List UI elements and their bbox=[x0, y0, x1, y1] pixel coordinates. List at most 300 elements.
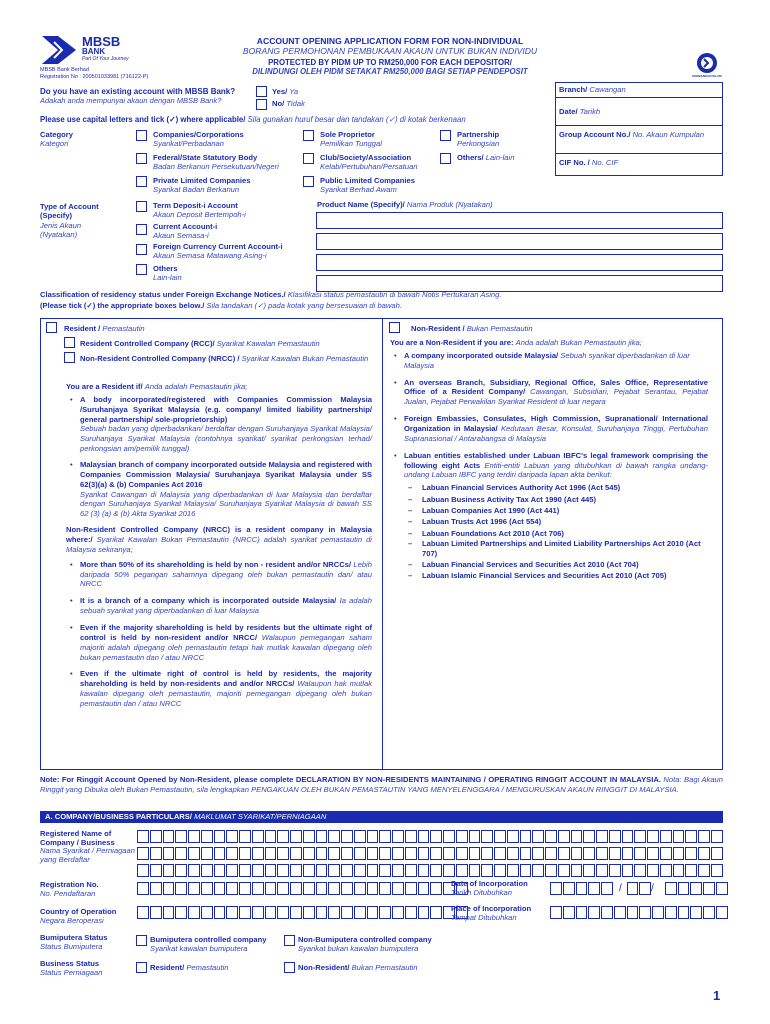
pidm-logo bbox=[692, 52, 722, 82]
char-cell[interactable] bbox=[550, 882, 562, 895]
nonresident-if: You are a Non-Resident if you are: Anda adalah Bukan Pemastautin jika; bbox=[390, 338, 642, 347]
char-cell[interactable] bbox=[188, 830, 200, 843]
date-incorporation-cells[interactable] bbox=[550, 882, 729, 895]
char-cell[interactable] bbox=[494, 830, 506, 843]
char-cell[interactable] bbox=[201, 882, 213, 895]
nrcc-criterion-3: • Even if the majority shareholding is held by residents but the ultimate right of control is held by non-resident and/or NRCC/ Walaupun pemegangan saham majoriti adalah dipegang oleh pemastautin tetapi hak mutlak kawalan dipegang oleh bukan pemastautin dan / atau NRCC bbox=[80, 623, 372, 662]
char-cell[interactable] bbox=[188, 847, 200, 860]
char-cell[interactable] bbox=[201, 864, 213, 877]
char-cell[interactable] bbox=[405, 906, 417, 919]
non-bumi-controlled-checkbox[interactable] bbox=[284, 935, 295, 946]
char-cell[interactable] bbox=[328, 847, 340, 860]
char-cell[interactable] bbox=[558, 847, 570, 860]
char-cell[interactable] bbox=[456, 847, 468, 860]
char-cell[interactable] bbox=[685, 864, 697, 877]
char-cell[interactable] bbox=[405, 847, 417, 860]
char-cell[interactable] bbox=[367, 830, 379, 843]
char-cell[interactable] bbox=[520, 830, 532, 843]
nonresident-criterion-3: • Foreign Embassies, Consulates, High Commission, Supranational/ International Organization in Malaysia/ Kedutaan Besar, Konsulat, Suruhanjaya Tinggi, Pertubuhan Supranasional / Antarabangsa di Malaysia bbox=[404, 414, 708, 444]
char-cell[interactable] bbox=[290, 864, 302, 877]
char-cell[interactable] bbox=[545, 847, 557, 860]
char-cell[interactable] bbox=[558, 830, 570, 843]
char-cell[interactable] bbox=[532, 830, 544, 843]
char-cell[interactable] bbox=[150, 847, 162, 860]
place-incorporation-cells[interactable] bbox=[550, 906, 729, 919]
bumi-controlled-label: Bumiputera controlled company Syarikat kawalan bumiputera bbox=[150, 935, 267, 953]
rcc-checkbox[interactable] bbox=[64, 337, 75, 348]
char-cell[interactable] bbox=[588, 882, 600, 895]
title-my: BORANG PERMOHONAN PEMBUKAAN AKAUN UNTUK BUKAN INDIVIDU bbox=[242, 46, 538, 56]
char-cell[interactable] bbox=[690, 906, 702, 919]
non-bumi-controlled-label: Non-Bumiputera controlled company Syarikat bukan kawalan bumiputera bbox=[298, 935, 432, 953]
char-cell[interactable] bbox=[660, 830, 672, 843]
char-cell[interactable] bbox=[545, 830, 557, 843]
char-cell[interactable] bbox=[265, 882, 277, 895]
char-cell[interactable] bbox=[596, 830, 608, 843]
char-cell[interactable] bbox=[163, 882, 175, 895]
char-cell[interactable] bbox=[698, 864, 710, 877]
char-cell[interactable] bbox=[316, 882, 328, 895]
char-cell[interactable] bbox=[252, 830, 264, 843]
existing-no-label: No/ Tidak bbox=[272, 99, 305, 108]
char-cell[interactable] bbox=[341, 847, 353, 860]
char-cell[interactable] bbox=[214, 882, 226, 895]
char-cell[interactable] bbox=[188, 882, 200, 895]
char-cell[interactable] bbox=[175, 906, 187, 919]
char-cell[interactable] bbox=[405, 882, 417, 895]
char-cell[interactable] bbox=[290, 882, 302, 895]
char-cell[interactable] bbox=[379, 864, 391, 877]
char-cell[interactable] bbox=[405, 830, 417, 843]
char-cell[interactable] bbox=[622, 847, 634, 860]
nonresident-criterion-4: • Labuan entities established under Labuan IBFC's legal framework comprising the following eight Acts Entiti-entiti Labuan yang ditubuhkan di bawah rangka undang-undang Labuan IBFC yang terdiri daripada lapan akta berikut: bbox=[404, 451, 708, 481]
char-cell[interactable] bbox=[563, 906, 575, 919]
char-cell[interactable] bbox=[652, 906, 664, 919]
branch-label: Branch/ Cawangan bbox=[559, 85, 626, 94]
char-cell[interactable] bbox=[520, 864, 532, 877]
char-cell[interactable] bbox=[469, 830, 481, 843]
nonresident-criteria bbox=[390, 338, 708, 582]
category-others-checkbox[interactable] bbox=[440, 153, 451, 164]
char-cell[interactable] bbox=[150, 864, 162, 877]
char-cell[interactable] bbox=[226, 830, 238, 843]
char-cell[interactable] bbox=[265, 864, 277, 877]
char-cell[interactable] bbox=[571, 830, 583, 843]
char-cell[interactable] bbox=[392, 847, 404, 860]
business-status-label: Business Status Status Perniagaan bbox=[40, 959, 103, 977]
char-cell[interactable] bbox=[588, 906, 600, 919]
labuan-act-6: – Labuan Limited Partnerships and Limited Liability Partnerships Act 2010 (Act 707) bbox=[422, 539, 708, 559]
char-cell[interactable] bbox=[494, 847, 506, 860]
char-cell[interactable] bbox=[379, 847, 391, 860]
char-cell[interactable] bbox=[226, 906, 238, 919]
char-cell[interactable] bbox=[367, 847, 379, 860]
char-cell[interactable] bbox=[583, 864, 595, 877]
char-cell[interactable] bbox=[163, 830, 175, 843]
account-term-deposit-checkbox[interactable] bbox=[136, 201, 147, 212]
labuan-act-3: – Labuan Companies Act 1990 (Act 441) bbox=[422, 505, 708, 516]
char-cell[interactable] bbox=[265, 847, 277, 860]
char-cell[interactable] bbox=[137, 830, 149, 843]
nrcc-checkbox[interactable] bbox=[64, 352, 75, 363]
char-cell[interactable] bbox=[265, 906, 277, 919]
char-cell[interactable] bbox=[316, 864, 328, 877]
char-cell[interactable] bbox=[430, 864, 442, 877]
char-cell[interactable] bbox=[392, 906, 404, 919]
char-cell[interactable] bbox=[316, 830, 328, 843]
category-club-checkbox[interactable] bbox=[303, 153, 314, 164]
title-en: ACCOUNT OPENING APPLICATION FORM FOR NON-INDIVIDUAL bbox=[256, 36, 524, 46]
char-cell[interactable] bbox=[545, 864, 557, 877]
char-cell[interactable] bbox=[711, 864, 723, 877]
char-cell[interactable] bbox=[716, 882, 728, 895]
char-cell[interactable] bbox=[239, 847, 251, 860]
char-cell[interactable] bbox=[367, 906, 379, 919]
char-cell[interactable] bbox=[469, 864, 481, 877]
char-cell[interactable] bbox=[418, 882, 430, 895]
char-cell[interactable] bbox=[328, 864, 340, 877]
char-cell[interactable] bbox=[392, 864, 404, 877]
labuan-act-2: – Labuan Business Activity Tax Act 1990 (Act 445) bbox=[422, 494, 708, 505]
category-companies-checkbox[interactable] bbox=[136, 130, 147, 141]
account-fcy-checkbox[interactable] bbox=[136, 244, 147, 255]
existing-yes-label: Yes/ Ya bbox=[272, 87, 299, 96]
char-cell[interactable] bbox=[316, 847, 328, 860]
char-cell[interactable] bbox=[711, 847, 723, 860]
char-cell[interactable] bbox=[150, 882, 162, 895]
char-cell[interactable] bbox=[665, 882, 677, 895]
char-cell[interactable] bbox=[316, 906, 328, 919]
char-cell[interactable] bbox=[507, 847, 519, 860]
char-cell[interactable] bbox=[367, 864, 379, 877]
char-cell[interactable] bbox=[303, 847, 315, 860]
char-cell[interactable] bbox=[703, 906, 715, 919]
char-cell[interactable] bbox=[354, 847, 366, 860]
char-cell[interactable] bbox=[609, 830, 621, 843]
char-cell[interactable] bbox=[430, 906, 442, 919]
category-sole-label: Sole Proprietor Pemilikan Tunggal bbox=[320, 130, 382, 148]
char-cell[interactable] bbox=[252, 882, 264, 895]
char-cell[interactable] bbox=[665, 906, 677, 919]
instruction: Please use capital letters and tick (✓) where applicable/ Sila gunakan huruf besar dan tandakan (✓) di kotak berkenaan bbox=[40, 115, 466, 124]
char-cell[interactable] bbox=[277, 847, 289, 860]
registered-name-cells-1[interactable] bbox=[137, 830, 724, 843]
cif-label: CIF No. / No. CIF bbox=[559, 158, 619, 167]
residency-heading: Classification of residency status under Foreign Exchange Notices./ Klasifikasi status pemastautin di bawah Notis Pertukaran Asing. (Please tick (✓) the appropriate boxes below./ Sila tandakan (✓) pada kotak yang bersesuaian di bawah. bbox=[40, 290, 502, 310]
business-resident-label: Resident/ Pemastautin bbox=[150, 963, 229, 972]
char-cell[interactable] bbox=[137, 847, 149, 860]
char-cell[interactable] bbox=[188, 864, 200, 877]
resident-criterion-1: • A body incorporated/registered with Companies Commission Malaysia /Suruhanjaya Syarikat Malaysia (e.g. company/ limited liability partnership/ general partnership/ sole-proprietorship) Sebuah badan yang diperbadankan/ berdaftar dengan Suruhanjaya Syarikat Malaysia/ Suruhanjaya Syarikat Malaysia (contohnya syarikat/ syarikat perkongsian terhad/ perkongsian am/pemilik tunggal) bbox=[80, 395, 372, 454]
registered-name-cells-2[interactable] bbox=[137, 847, 724, 860]
char-cell[interactable] bbox=[481, 864, 493, 877]
char-cell[interactable] bbox=[354, 864, 366, 877]
char-cell[interactable] bbox=[634, 847, 646, 860]
char-cell[interactable] bbox=[622, 864, 634, 877]
business-resident-checkbox[interactable] bbox=[136, 962, 147, 973]
char-cell[interactable] bbox=[583, 847, 595, 860]
char-cell[interactable] bbox=[685, 830, 697, 843]
pidm-logo-text: PERBANKAN ISLAM bbox=[692, 74, 722, 78]
char-cell[interactable] bbox=[520, 847, 532, 860]
char-cell[interactable] bbox=[277, 830, 289, 843]
char-cell[interactable] bbox=[379, 906, 391, 919]
char-cell[interactable] bbox=[137, 906, 149, 919]
existing-no-checkbox[interactable] bbox=[256, 99, 267, 110]
char-cell[interactable] bbox=[647, 830, 659, 843]
date-label: Date/ Tarikh bbox=[559, 107, 601, 116]
char-cell[interactable] bbox=[678, 882, 690, 895]
char-cell[interactable] bbox=[137, 882, 149, 895]
char-cell[interactable] bbox=[405, 864, 417, 877]
char-cell[interactable] bbox=[175, 864, 187, 877]
char-cell[interactable] bbox=[392, 882, 404, 895]
char-cell[interactable] bbox=[328, 882, 340, 895]
nrcc-criterion-4: • Even if the ultimate right of control is held by residents, the majority shareholding is held by non-residents and and/or NRCCs/ Walaupun hak mutlak kawalan dipegang oleh pemastautin, majoriti pemegangan dipegang oleh bukan pemastautin dan / atau NRCC bbox=[80, 669, 372, 708]
char-cell[interactable] bbox=[673, 864, 685, 877]
char-cell[interactable] bbox=[341, 882, 353, 895]
char-cell[interactable] bbox=[673, 847, 685, 860]
char-cell[interactable] bbox=[239, 864, 251, 877]
nrcc-criterion-2: • It is a branch of a company which is incorporated outside Malaysia/ Ia adalah sebuah syarikat yang diperbadankan di luar Malaysia bbox=[80, 596, 372, 616]
char-cell[interactable] bbox=[137, 864, 149, 877]
char-cell[interactable] bbox=[188, 906, 200, 919]
char-cell[interactable] bbox=[201, 830, 213, 843]
logo-sub: BANK bbox=[82, 47, 106, 56]
nrcc-criterion-1: • More than 50% of its shareholding is held by non - resident and/or NRCCs/ Lebih daripada 50% pegangan sahamnya dipegang oleh bukan pemastautin dan/ atau NRCC bbox=[80, 560, 372, 590]
char-cell[interactable] bbox=[596, 847, 608, 860]
bumiputera-status-label: Bumiputera Status Status Bumiputera bbox=[40, 933, 108, 951]
logo-brand: MBSB bbox=[82, 34, 121, 49]
char-cell[interactable] bbox=[481, 830, 493, 843]
logo-tagline: Part Of Your Journey bbox=[82, 56, 129, 62]
char-cell[interactable] bbox=[532, 864, 544, 877]
date-incorporation-label: Date of Incorporation Tarikh Ditubuhkan bbox=[451, 879, 528, 897]
char-cell[interactable] bbox=[639, 882, 651, 895]
char-cell[interactable] bbox=[290, 906, 302, 919]
char-cell[interactable] bbox=[303, 830, 315, 843]
labuan-act-8: – Labuan Islamic Financial Services and Securities Act 2010 (Act 705) bbox=[422, 570, 708, 581]
rcc-label: Resident Controlled Company (RCC)/ Syarikat Kawalan Pemastautin bbox=[80, 339, 320, 348]
char-cell[interactable] bbox=[576, 882, 588, 895]
char-cell[interactable] bbox=[571, 847, 583, 860]
char-cell[interactable] bbox=[563, 882, 575, 895]
char-cell[interactable] bbox=[716, 906, 728, 919]
char-cell[interactable] bbox=[622, 830, 634, 843]
account-fcy-label: Foreign Currency Current Account-i Akaun Semasa Matawang Asing-i bbox=[153, 242, 283, 260]
char-cell[interactable] bbox=[609, 847, 621, 860]
char-cell[interactable] bbox=[379, 882, 391, 895]
nrcc-label: Non-Resident Controlled Company (NRCC) / Syarikat Kawalan Bukan Pemastautin bbox=[80, 354, 369, 363]
char-cell[interactable] bbox=[201, 906, 213, 919]
bumi-controlled-checkbox[interactable] bbox=[136, 935, 147, 946]
char-cell[interactable] bbox=[494, 864, 506, 877]
char-cell[interactable] bbox=[277, 882, 289, 895]
char-cell[interactable] bbox=[252, 847, 264, 860]
business-nonresident-checkbox[interactable] bbox=[284, 962, 295, 973]
char-cell[interactable] bbox=[601, 906, 613, 919]
pidm-en: PROTECTED BY PIDM UP TO RM250,000 FOR EACH DEPOSITOR/ bbox=[268, 58, 512, 67]
char-cell[interactable] bbox=[647, 864, 659, 877]
char-cell[interactable] bbox=[430, 882, 442, 895]
product-name-field-2[interactable] bbox=[316, 233, 723, 250]
char-cell[interactable] bbox=[678, 906, 690, 919]
char-cell[interactable] bbox=[239, 830, 251, 843]
char-cell[interactable] bbox=[163, 906, 175, 919]
char-cell[interactable] bbox=[647, 847, 659, 860]
account-term-deposit-label: Term Deposit-i Account Akaun Deposit Bertempoh-i bbox=[153, 201, 246, 219]
char-cell[interactable] bbox=[583, 830, 595, 843]
char-cell[interactable] bbox=[698, 830, 710, 843]
resident-criteria bbox=[66, 382, 372, 709]
registration-no-label: Registration No. No. Pendaftaran bbox=[40, 880, 99, 898]
char-cell[interactable] bbox=[150, 830, 162, 843]
char-cell[interactable] bbox=[163, 864, 175, 877]
char-cell[interactable] bbox=[443, 847, 455, 860]
char-cell[interactable] bbox=[354, 830, 366, 843]
country-operation-label: Country of Operation Negara Beroperasi bbox=[40, 907, 117, 925]
char-cell[interactable] bbox=[532, 847, 544, 860]
char-cell[interactable] bbox=[481, 847, 493, 860]
category-sole-checkbox[interactable] bbox=[303, 130, 314, 141]
char-cell[interactable] bbox=[698, 847, 710, 860]
form-title bbox=[190, 36, 590, 76]
char-cell[interactable] bbox=[443, 830, 455, 843]
category-label: Category Kategori bbox=[40, 130, 73, 148]
char-cell[interactable] bbox=[226, 882, 238, 895]
char-cell[interactable] bbox=[303, 864, 315, 877]
char-cell[interactable] bbox=[290, 830, 302, 843]
date-slash-2: / bbox=[651, 883, 654, 894]
char-cell[interactable] bbox=[550, 906, 562, 919]
char-cell[interactable] bbox=[507, 830, 519, 843]
char-cell[interactable] bbox=[214, 847, 226, 860]
char-cell[interactable] bbox=[558, 864, 570, 877]
char-cell[interactable] bbox=[430, 830, 442, 843]
category-partnership-checkbox[interactable] bbox=[440, 130, 451, 141]
product-name-field-3[interactable] bbox=[316, 254, 723, 271]
char-cell[interactable] bbox=[660, 847, 672, 860]
existing-account-question: Do you have an existing account with MBSB Bank? Adakah anda mempunyai akaun dengan MBSB Bank? bbox=[40, 87, 236, 105]
existing-yes-checkbox[interactable] bbox=[256, 86, 267, 97]
char-cell[interactable] bbox=[367, 882, 379, 895]
nrcc-definition: Non-Resident Controlled Company (NRCC) is a resident company in Malaysia where:/ Syarikat Kawalan Bukan Pemastautin (NRCC) adalah syarikat pemastautin di Malaysia sekiranya; bbox=[66, 525, 372, 554]
char-cell[interactable] bbox=[239, 906, 251, 919]
char-cell[interactable] bbox=[456, 830, 468, 843]
char-cell[interactable] bbox=[571, 864, 583, 877]
category-companies-label: Companies/Corporations Syarikat/Perbadanan bbox=[153, 130, 244, 148]
char-cell[interactable] bbox=[627, 906, 639, 919]
char-cell[interactable] bbox=[660, 864, 672, 877]
char-cell[interactable] bbox=[576, 906, 588, 919]
char-cell[interactable] bbox=[634, 830, 646, 843]
char-cell[interactable] bbox=[252, 864, 264, 877]
char-cell[interactable] bbox=[303, 882, 315, 895]
char-cell[interactable] bbox=[711, 830, 723, 843]
account-others-checkbox[interactable] bbox=[136, 264, 147, 275]
registration-no-cells[interactable] bbox=[137, 882, 469, 895]
char-cell[interactable] bbox=[328, 830, 340, 843]
char-cell[interactable] bbox=[226, 847, 238, 860]
nonresident-title: Non-Resident / Bukan Pemastautin bbox=[411, 324, 533, 333]
char-cell[interactable] bbox=[265, 830, 277, 843]
char-cell[interactable] bbox=[392, 830, 404, 843]
char-cell[interactable] bbox=[507, 864, 519, 877]
char-cell[interactable] bbox=[239, 882, 251, 895]
category-private-checkbox[interactable] bbox=[136, 176, 147, 187]
char-cell[interactable] bbox=[609, 864, 621, 877]
nonresident-criterion-1: • A company incorporated outside Malaysia/ Sebuah syarikat diperbadankan di luar Malaysia bbox=[404, 351, 708, 371]
char-cell[interactable] bbox=[175, 847, 187, 860]
char-cell[interactable] bbox=[418, 906, 430, 919]
account-current-checkbox[interactable] bbox=[136, 224, 147, 235]
char-cell[interactable] bbox=[379, 830, 391, 843]
char-cell[interactable] bbox=[163, 847, 175, 860]
char-cell[interactable] bbox=[214, 864, 226, 877]
char-cell[interactable] bbox=[175, 882, 187, 895]
char-cell[interactable] bbox=[703, 882, 715, 895]
char-cell[interactable] bbox=[341, 906, 353, 919]
char-cell[interactable] bbox=[639, 906, 651, 919]
char-cell[interactable] bbox=[354, 906, 366, 919]
char-cell[interactable] bbox=[673, 830, 685, 843]
char-cell[interactable] bbox=[685, 847, 697, 860]
char-cell[interactable] bbox=[690, 882, 702, 895]
char-cell[interactable] bbox=[341, 864, 353, 877]
char-cell[interactable] bbox=[252, 906, 264, 919]
char-cell[interactable] bbox=[290, 847, 302, 860]
char-cell[interactable] bbox=[418, 864, 430, 877]
char-cell[interactable] bbox=[614, 906, 626, 919]
mbsb-logo-icon bbox=[40, 34, 78, 66]
char-cell[interactable] bbox=[303, 906, 315, 919]
char-cell[interactable] bbox=[418, 847, 430, 860]
char-cell[interactable] bbox=[627, 882, 639, 895]
char-cell[interactable] bbox=[150, 906, 162, 919]
char-cell[interactable] bbox=[277, 864, 289, 877]
char-cell[interactable] bbox=[456, 864, 468, 877]
company-name: MBSB Bank Berhad bbox=[40, 67, 89, 73]
product-name-field-1[interactable] bbox=[316, 212, 723, 229]
char-cell[interactable] bbox=[634, 864, 646, 877]
resident-checkbox[interactable] bbox=[46, 322, 57, 333]
char-cell[interactable] bbox=[354, 882, 366, 895]
country-operation-cells[interactable] bbox=[137, 906, 469, 919]
char-cell[interactable] bbox=[601, 882, 613, 895]
char-cell[interactable] bbox=[175, 830, 187, 843]
category-statutory-checkbox[interactable] bbox=[136, 153, 147, 164]
labuan-act-4: – Labuan Trusts Act 1996 (Act 554) bbox=[422, 516, 708, 527]
char-cell[interactable] bbox=[430, 847, 442, 860]
char-cell[interactable] bbox=[277, 906, 289, 919]
char-cell[interactable] bbox=[341, 830, 353, 843]
char-cell[interactable] bbox=[201, 847, 213, 860]
registered-name-cells-3[interactable] bbox=[137, 864, 724, 877]
section-a-header: A. COMPANY/BUSINESS PARTICULARS/ MAKLUMAT SYARIKAT/PERNIAGAAN bbox=[40, 811, 723, 823]
char-cell[interactable] bbox=[469, 847, 481, 860]
char-cell[interactable] bbox=[214, 906, 226, 919]
char-cell[interactable] bbox=[596, 864, 608, 877]
char-cell[interactable] bbox=[443, 864, 455, 877]
char-cell[interactable] bbox=[418, 830, 430, 843]
nonresident-checkbox[interactable] bbox=[389, 322, 400, 333]
labuan-act-1: – Labuan Financial Services Authority Act 1996 (Act 545) bbox=[422, 482, 708, 493]
char-cell[interactable] bbox=[226, 864, 238, 877]
char-cell[interactable] bbox=[214, 830, 226, 843]
char-cell[interactable] bbox=[328, 906, 340, 919]
category-public-checkbox[interactable] bbox=[303, 176, 314, 187]
pidm-logo-icon bbox=[696, 52, 718, 74]
